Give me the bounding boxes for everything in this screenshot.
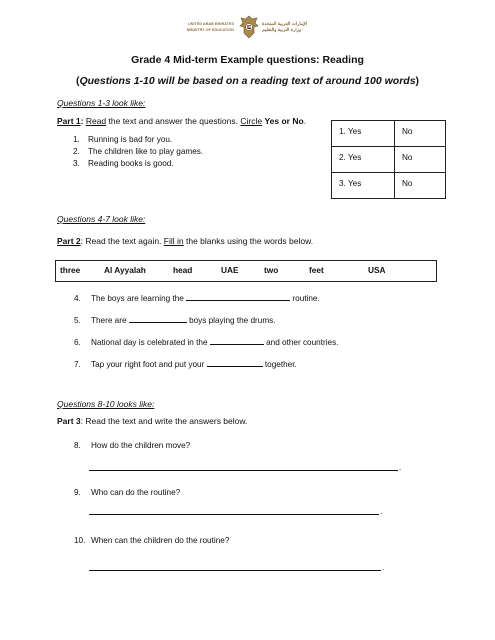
ministry-name-english <box>160 21 234 33</box>
yes-option-3[interactable]: 3. Yes <box>332 173 395 199</box>
answer-line-8[interactable] <box>89 470 398 471</box>
part3-instruction <box>57 416 247 426</box>
blank-answer-field[interactable] <box>129 315 187 323</box>
sentence-end: boys playing the drums. <box>189 316 276 325</box>
page-subtitle <box>0 75 495 87</box>
blank-answer-field[interactable] <box>186 293 290 301</box>
word-bank-item: UAE <box>221 265 239 275</box>
subtitle-text: Questions 1-10 will be based on a reading text of around 100 words <box>79 75 416 87</box>
question-item-2 <box>73 147 203 156</box>
yes-option-1[interactable]: 1. Yes <box>332 121 395 147</box>
part1-heading: Part 1 <box>57 116 81 126</box>
answer-line-10[interactable] <box>89 570 381 571</box>
word-bank-item: head <box>173 265 193 275</box>
uae-emblem-icon <box>238 14 260 40</box>
table-row <box>332 121 446 147</box>
sentence-end: routine. <box>292 294 320 303</box>
section2-label: Questions 4-7 look like: <box>57 214 146 224</box>
subtitle-open-paren: ( <box>75 75 80 87</box>
part1-circle-word: Circle <box>240 116 263 126</box>
part1-instruction <box>57 116 306 126</box>
blank-answer-field[interactable] <box>210 337 264 345</box>
word-bank-item: three <box>60 265 81 275</box>
question-item-1 <box>73 135 172 144</box>
question-item-9 <box>74 488 180 497</box>
answer-end-mark: . <box>380 507 383 516</box>
part3-heading: Part 3 <box>57 416 81 426</box>
word-bank-item: feet <box>309 265 324 275</box>
part2-text-b: the blanks using the words below. <box>183 236 314 246</box>
ministry-name-arabic <box>262 21 342 33</box>
ministry-ar-line1: الإمارات العربية المتحدة <box>262 21 308 26</box>
question-text: When can the children do the routine? <box>91 536 230 545</box>
sentence-end: together. <box>264 360 297 369</box>
part2-fill-in: Fill in <box>163 236 184 246</box>
question-number: 7. <box>74 360 81 369</box>
question-number: 4. <box>74 294 81 303</box>
question-number: 8. <box>74 441 81 450</box>
no-option-3[interactable]: No <box>395 173 446 199</box>
page-title: Grade 4 Mid-term Example questions: Reading <box>131 54 364 66</box>
no-option-2[interactable]: No <box>395 147 446 173</box>
sentence-start: Tap your right foot and put your <box>91 360 205 369</box>
sentence-start: National day is celebrated in the <box>91 338 208 347</box>
question-number: 10. <box>74 536 86 545</box>
section1-label: Questions 1-3 look like: <box>57 98 146 108</box>
question-number: 1. <box>73 135 80 144</box>
blank-answer-field[interactable] <box>207 359 263 367</box>
question-item-3 <box>73 159 174 168</box>
part2-heading: Part 2 <box>57 236 81 246</box>
fill-blank-item-7 <box>74 359 297 369</box>
fill-blank-item-6 <box>74 337 338 347</box>
question-text: Who can do the routine? <box>91 488 181 497</box>
question-text: How do the children move? <box>91 441 191 450</box>
ministry-en-line2: MINISTRY OF EDUCATION <box>186 28 234 32</box>
ministry-en-line1: UNITED ARAB EMIRATES <box>188 22 234 26</box>
question-number: 6. <box>74 338 81 347</box>
yes-option-2[interactable]: 2. Yes <box>332 147 395 173</box>
part1-colon: : <box>80 116 86 126</box>
word-bank-item: Al Ayyalah <box>104 265 146 275</box>
part1-read-word: Read <box>85 116 107 126</box>
yes-no-answer-table <box>331 120 446 199</box>
answer-line-9[interactable] <box>89 514 379 515</box>
fill-blank-item-4 <box>74 293 320 303</box>
question-number: 9. <box>74 488 81 497</box>
part3-text: : Read the text and write the answers below. <box>80 416 248 426</box>
word-bank-item: two <box>264 265 279 275</box>
question-number: 5. <box>74 316 81 325</box>
no-option-1[interactable]: No <box>395 121 446 147</box>
fill-blank-item-5 <box>74 315 276 325</box>
word-bank-box <box>55 260 437 282</box>
section3-label: Questions 8-10 looks like: <box>57 399 155 409</box>
part2-text-a: : Read the text again. <box>80 236 164 246</box>
question-text: The children like to play games. <box>88 147 204 156</box>
part1-text-a: the text and answer the questions. <box>106 116 241 126</box>
part1-yes-or-no: Yes or No <box>264 116 304 126</box>
word-bank-item: USA <box>368 265 386 275</box>
subtitle-close-paren: ) <box>415 75 420 87</box>
table-row <box>332 147 446 173</box>
sentence-start: There are <box>91 316 127 325</box>
ministry-ar-line2: وزارة التربية والتعليم <box>262 27 302 32</box>
answer-end-mark: . <box>382 563 385 572</box>
part1-period: . <box>303 116 307 126</box>
question-item-10 <box>74 536 229 545</box>
part2-instruction <box>57 236 313 246</box>
question-text: Reading books is good. <box>88 159 174 168</box>
answer-end-mark: . <box>399 463 402 472</box>
question-number: 3. <box>73 159 80 168</box>
question-item-8 <box>74 441 190 450</box>
question-text: Running is bad for you. <box>88 135 173 144</box>
table-row <box>332 173 446 199</box>
sentence-end: and other countries. <box>266 338 339 347</box>
question-number: 2. <box>73 147 80 156</box>
sentence-start: The boys are learning the <box>91 294 184 303</box>
